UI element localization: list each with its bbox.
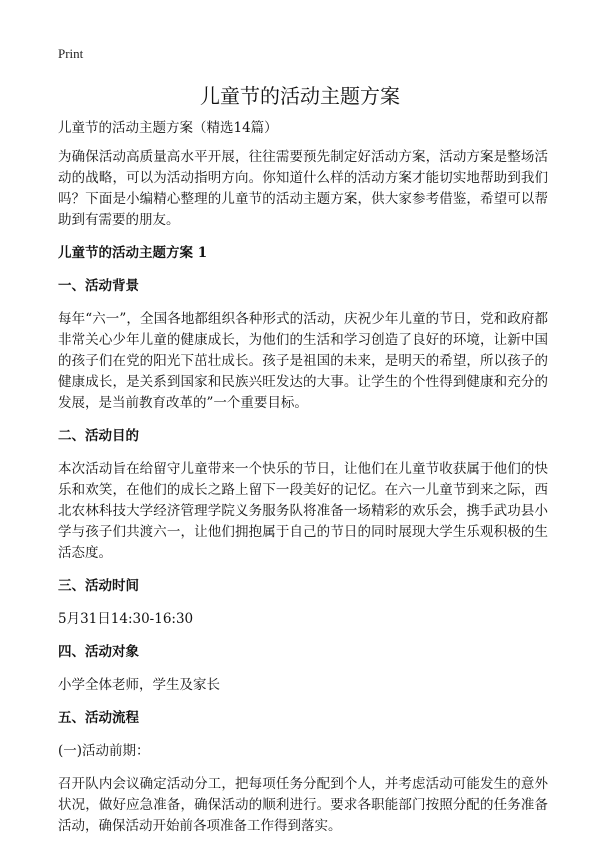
intro-paragraph: 为确保活动高质量高水平开展，往往需要预先制定好活动方案，活动方案是整场活动的战略，可以为活动指明方向。你知道什么样的活动方案才能切实地帮助到我们吗？下面是小编精心整理的儿童节的活动主题方案，供大家参考借鉴，希望可以帮助到有需要的朋友。 <box>58 149 548 228</box>
document-body <box>58 118 548 849</box>
paragraph-process-early: (一)活动前期： <box>58 743 150 759</box>
paragraph-purpose: 本次活动旨在给留守儿童带来一个快乐的节日，让他们在儿童节收获属于他们的快乐和欢笑，在他们的成长之路上留下一段美好的记忆。在六一儿童节到来之际，西北农林科技大学经济管理学院义务服务队将准备一场精彩的欢乐会，携手武功县小学与孩子们共渡六一，让他们拥抱属于自己的节日的同时展现大学生乐观积极的生活态度。 <box>58 461 548 561</box>
paragraph-audience: 小学全体老师，学生及家长 <box>58 677 220 693</box>
heading-process: 五、活动流程 <box>58 710 139 726</box>
paragraph-background: 每年“六一”，全国各地都组织各种形式的活动，庆祝少年儿童的节日，党和政府都非常关心少年儿童的健康成长，为他们的生活和学习创造了良好的环境，让新中国的孩子们在党的阳光下茁壮成长。孩子是祖国的未来，是明天的希望，所以孩子的健康成长，是关系到国家和民族兴旺发达的大事。让学生的个性得到健康和充分的发展，是当前教育改革的”一个重要目标。 <box>58 311 548 411</box>
document-subtitle: 儿童节的活动主题方案（精选14篇） <box>58 120 278 136</box>
paragraph-time: 5月31日14:30-16:30 <box>58 611 194 627</box>
heading-audience: 四、活动对象 <box>58 644 139 660</box>
print-link[interactable]: Print <box>58 46 84 61</box>
section-title: 儿童节的活动主题方案 1 <box>58 245 208 261</box>
heading-purpose: 二、活动目的 <box>58 428 139 444</box>
heading-background: 一、活动背景 <box>58 278 139 294</box>
heading-time: 三、活动时间 <box>58 578 139 594</box>
paragraph-process-detail: 召开队内会议确定活动分工，把每项任务分配到个人，并考虑活动可能发生的意外状况，做好应急准备，确保活动的顺利进行。要求各职能部门按照分配的任务准备活动，确保活动开始前各项准备工作得到落实。 <box>58 776 548 834</box>
document-title: 儿童节的活动主题方案 <box>200 84 400 108</box>
